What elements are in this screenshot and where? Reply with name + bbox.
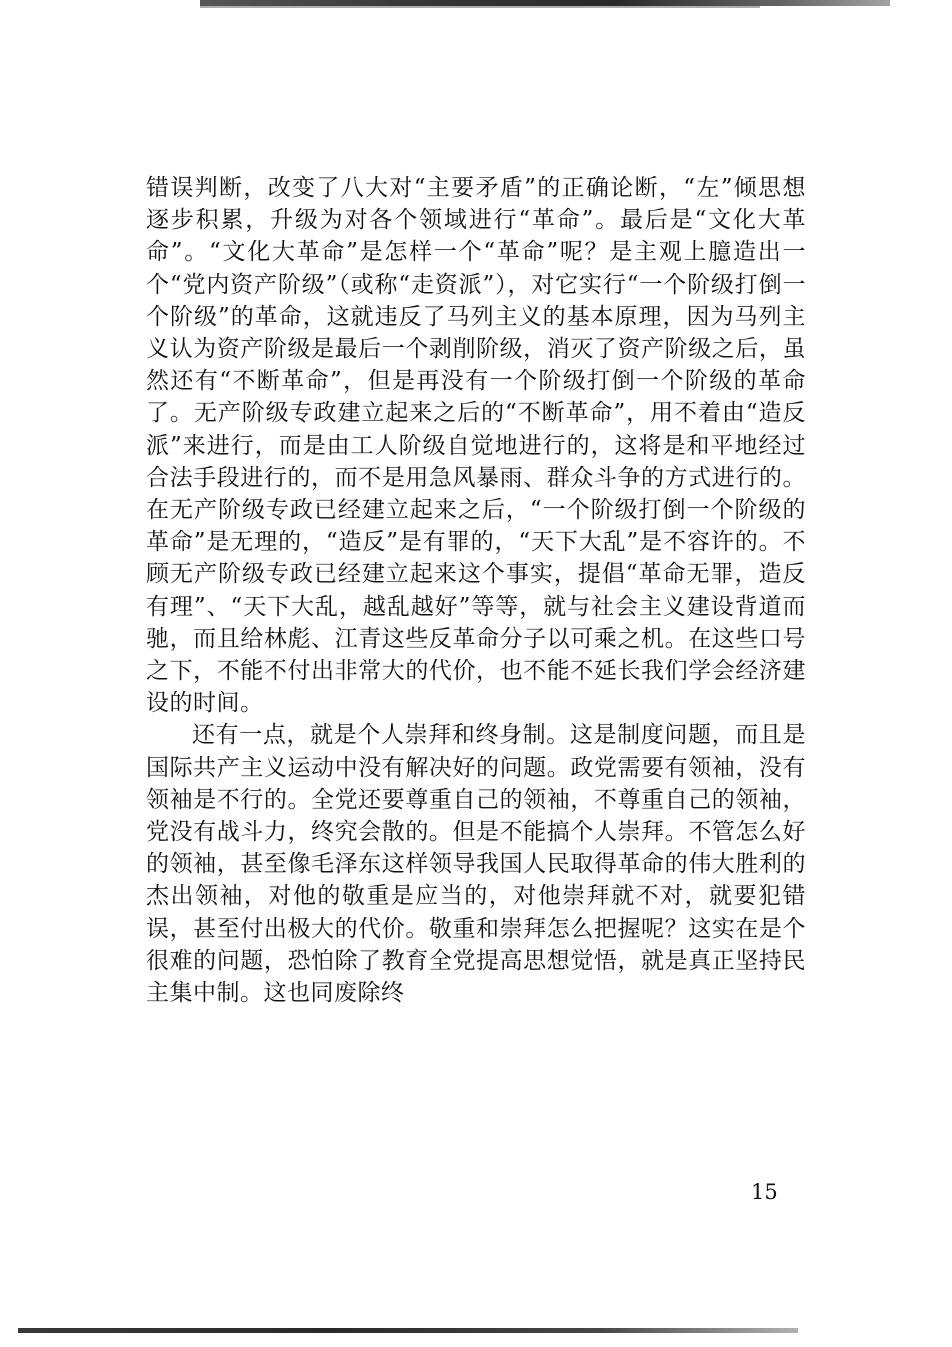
scan-artifact-bottom xyxy=(18,1328,798,1333)
body-text xyxy=(146,172,806,1009)
page-number: 15 xyxy=(751,1180,778,1204)
paragraph-1: 错误判断，改变了八大对“主要矛盾”的正确论断，“左”倾思想逐步积累，升级为对各个领域进行“革命”。最后是“文化大革命”。“文化大革命”是怎样一个“革命”呢？是主观上臆造出一个“党内资产阶级”（或称“走资派”），对它实行“一个阶级打倒一个阶级”的革命，这就违反了马列主义的基本原理，因为马列主义认为资产阶级是最后一个剥削阶级，消灭了资产阶级之后，虽然还有“不断革命”，但是再没有一个阶级打倒一个阶级的革命了。无产阶级专政建立起来之后的“不断革命”，用不着由“造反派”来进行，而是由工人阶级自觉地进行的，这将是和平地经过合法手段进行的，而不是用急风暴雨、群众斗争的方式进行的。在无产阶级专政已经建立起来之后，“一个阶级打倒一个阶级的革命”是无理的，“造反”是有罪的，“天下大乱”是不容许的。不顾无产阶级专政已经建立起来这个事实，提倡“革命无罪，造反有理”、“天下大乱，越乱越好”等等，就与社会主义建设背道而驰，而且给林彪、江青这些反革命分子以可乘之机。在这些口号之下，不能不付出非常大的代价，也不能不延长我们学会经济建设的时间。 xyxy=(146,175,806,717)
paragraph-2: 还有一点，就是个人崇拜和终身制。这是制度问题，而且是国际共产主义运动中没有解决好的问题。政党需要有领袖，没有领袖是不行的。全党还要尊重自己的领袖，不尊重自己的领袖，党没有战斗力，终究会散的。但是不能搞个人崇拜。不管怎么好的领袖，甚至像毛泽东这样领导我国人民取得革命的伟大胜利的杰出领袖，对他的敬重是应当的，对他崇拜就不对，就要犯错误，甚至付出极大的代价。敬重和崇拜怎么把握呢？这实在是个很难的问题，恐怕除了教育全党提高思想觉悟，就是真正坚持民主集中制。这也同废除终 xyxy=(146,722,806,1007)
scan-artifact-top-thin xyxy=(200,6,760,8)
